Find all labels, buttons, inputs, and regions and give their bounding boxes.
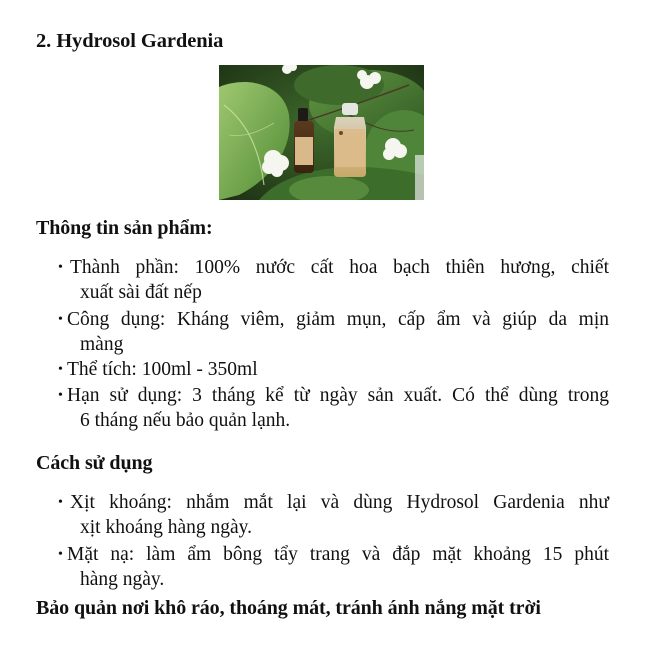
storage-note: Bảo quản nơi khô ráo, thoáng mát, tránh ánh nắng mặt trời <box>36 597 541 619</box>
list-item-text-continued: màng <box>80 333 124 355</box>
bullet-icon: • <box>58 260 63 275</box>
product-photo-icon <box>219 65 424 200</box>
list-item-mist <box>58 491 609 540</box>
list-item-benefits <box>58 308 609 357</box>
list-item-text-continued: hàng ngày. <box>80 568 165 590</box>
list-item-text: Xịt khoáng: nhắm mắt lại và dùng Hydrosol Gardenia như <box>70 492 609 513</box>
list-item-text: Công dụng: Kháng viêm, giảm mụn, cấp ẩm và giúp da mịn <box>67 309 609 330</box>
section-title: 2. Hydrosol Gardenia <box>36 30 224 52</box>
list-item-text: Thành phần: 100% nước cất hoa bạch thiên hương, chiết <box>70 257 609 278</box>
bullet-icon: • <box>58 388 63 403</box>
list-item-text-continued: xịt khoáng hàng ngày. <box>80 516 253 538</box>
list-item-ingredients <box>58 256 609 305</box>
list-item-text: Thể tích: 100ml - 350ml <box>67 359 258 380</box>
product-photo <box>219 65 424 200</box>
list-item-expiry <box>58 384 609 433</box>
list-item-volume <box>58 358 609 383</box>
bullet-icon: • <box>58 495 63 510</box>
bullet-icon: • <box>58 312 63 327</box>
list-item-text: Mặt nạ: làm ẩm bông tẩy trang và đắp mặt khoảng 15 phút <box>67 544 609 565</box>
usage-heading: Cách sử dụng <box>36 452 153 474</box>
list-item-text: Hạn sử dụng: 3 tháng kể từ ngày sản xuất. Có thể dùng trong <box>67 385 609 406</box>
list-item-mask <box>58 543 609 592</box>
list-item-text-continued: xuất sài đất nếp <box>80 281 202 303</box>
bullet-icon: • <box>58 547 63 562</box>
list-item-text-continued: 6 tháng nếu bảo quản lạnh. <box>80 409 291 431</box>
product-info-heading: Thông tin sản phẩm: <box>36 217 213 239</box>
bullet-icon: • <box>58 362 63 377</box>
